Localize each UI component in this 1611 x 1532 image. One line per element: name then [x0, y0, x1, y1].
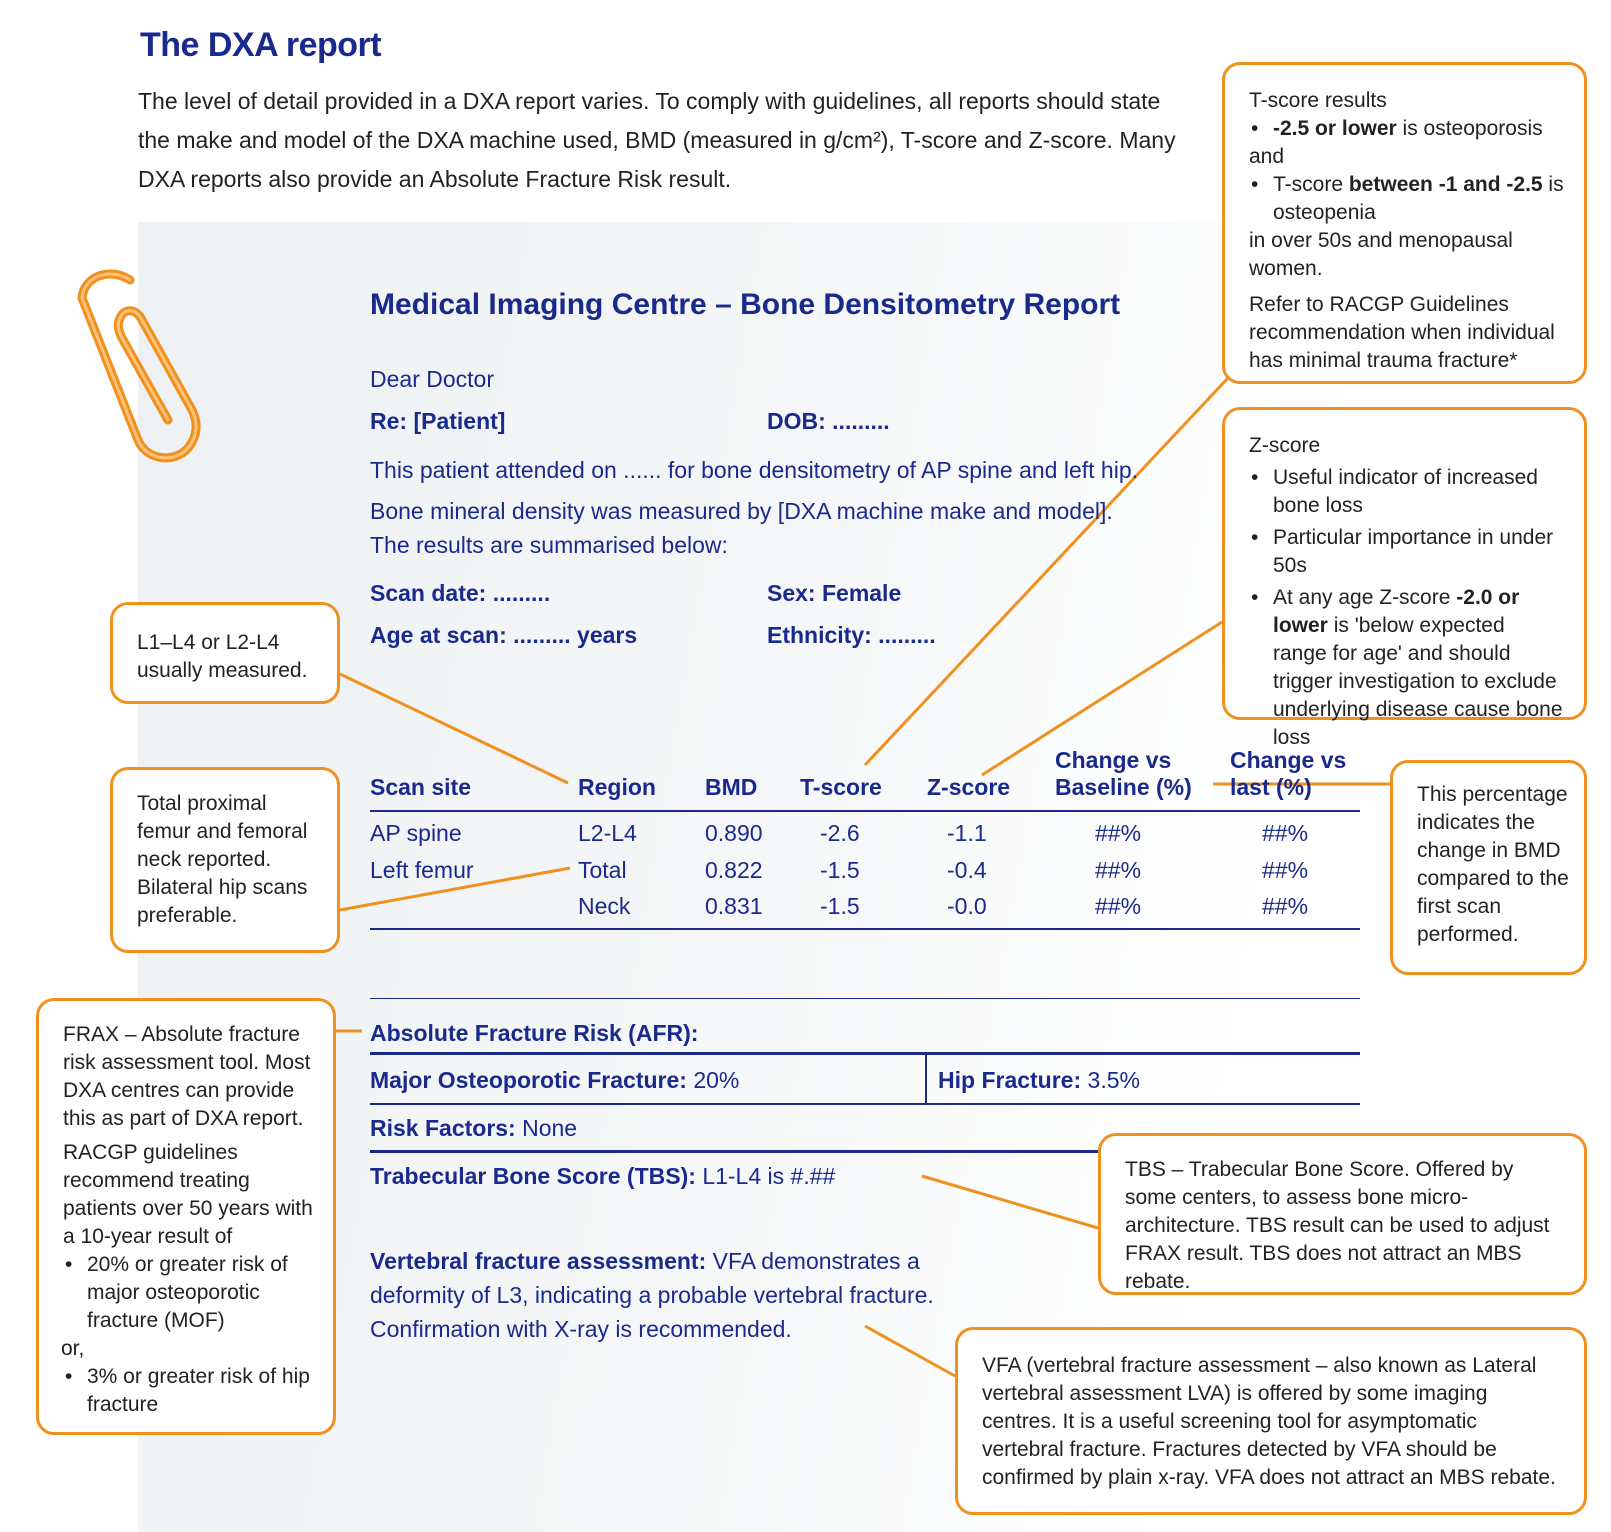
l1l4-text: L1–L4 or L2-L4 usually measured. — [137, 631, 308, 682]
tscore-bullet-1-bold: -2.5 or lower — [1273, 117, 1397, 140]
salutation: Dear Doctor — [370, 366, 494, 392]
summary-text: The results are summarised below: — [370, 532, 728, 558]
tbs-row — [370, 1163, 835, 1190]
vfa-callout-text: VFA (vertebral fracture assessment – also known as Lateral vertebral assessment LVA) is offered by some imaging centres. It is a useful screening tool for asymptomatic vertebral fracture. Fractures detected by VFA should be confirmed by plain x-ray. VFA does not attract an MBS rebate. — [982, 1354, 1556, 1489]
frax-or: or, — [61, 1337, 85, 1360]
femur-text: Total proximal femur and femoral neck reported. Bilateral hip scans preferable. — [137, 792, 308, 927]
vfa-text-1: VFA demonstrates a — [712, 1248, 920, 1274]
table-cell: -0.0 — [947, 893, 987, 919]
th-tscore: T-score — [800, 774, 882, 800]
dob: DOB: ......... — [767, 408, 890, 434]
tbs-value: L1-L4 is #.## — [702, 1163, 836, 1189]
zscore-bullet-3-text: is 'below expected range for age' and should trigger investigation to exclude underlying disease cause bone loss — [1273, 614, 1563, 749]
mof-row — [370, 1067, 739, 1094]
table-cell: -1.1 — [947, 820, 987, 846]
table-cell: ##% — [1262, 820, 1309, 846]
tscore-heading: T-score results — [1249, 89, 1387, 112]
tscore-bullet-2-text: is osteopenia — [1273, 173, 1564, 224]
hip-row — [938, 1067, 1140, 1094]
tscore-tail: in over 50s and menopausal women. — [1249, 229, 1513, 280]
attended-text: This patient attended on ...... for bone densitometry of AP spine and left hip. — [370, 457, 1139, 483]
mof-label: Major Osteoporotic Fracture: — [370, 1067, 687, 1093]
table-cell: -1.5 — [820, 893, 860, 919]
zscore-bullet-3-bold: -2.0 or lower — [1273, 586, 1520, 637]
table-cell: Total — [578, 857, 627, 883]
zscore-heading: Z-score — [1249, 434, 1321, 457]
vfa-text-2: deformity of L3, indicating a probable vertebral fracture. — [370, 1282, 934, 1308]
frax-intro: FRAX – Absolute fracture risk assessment tool. Most DXA centres can provide this as part of DXA report. — [63, 1023, 311, 1130]
risk-rule — [370, 1150, 1100, 1153]
tscore-bullet-2-bold: between -1 and -2.5 — [1348, 173, 1543, 196]
vfa-text-3: Confirmation with X-ray is recommended. — [370, 1316, 792, 1342]
afr-top-rule — [370, 998, 1360, 999]
frax-guideline: RACGP guidelines recommend treating patients over 50 years with a 10-year result of — [63, 1141, 313, 1248]
th-scan-site: Scan site — [370, 774, 471, 800]
sex: Sex: Female — [767, 580, 902, 606]
report-title: Medical Imaging Centre – Bone Densitometry Report — [370, 288, 1121, 321]
table-cell: AP spine — [370, 820, 462, 846]
table-bottom-rule — [370, 928, 1360, 930]
table-cell: L2-L4 — [578, 820, 637, 846]
risk-label: Risk Factors: — [370, 1115, 516, 1141]
tbs-label: Trabecular Bone Score (TBS): — [370, 1163, 696, 1189]
table-cell: ##% — [1095, 893, 1142, 919]
l1l4-callout — [110, 602, 340, 704]
th-zscore: Z-score — [927, 774, 1011, 800]
afr-divider — [925, 1055, 927, 1105]
tscore-callout — [1222, 62, 1587, 384]
ethnicity: Ethnicity: ......... — [767, 622, 936, 648]
page-title: The DXA report — [140, 26, 382, 64]
table-cell: -2.6 — [820, 820, 860, 846]
percentage-text: This percentage indicates the change in BMD compared to the first scan performed. — [1417, 783, 1569, 946]
vfa-paragraph — [370, 1244, 1050, 1346]
frax-bullet-hip: • 3% or greater risk of hip fracture — [63, 1363, 319, 1419]
hip-label: Hip Fracture: — [938, 1067, 1082, 1093]
scan-date: Scan date: ......... — [370, 580, 551, 606]
table-cell: -1.5 — [820, 857, 860, 883]
table-header-rule — [370, 810, 1360, 812]
zscore-bullet-1: • Useful indicator of increased bone loss — [1249, 464, 1564, 520]
tscore-bullet-2-pre: T-score — [1273, 173, 1344, 196]
frax-callout — [36, 998, 336, 1435]
patient-re: Re: [Patient] — [370, 408, 506, 434]
afr-heading: Absolute Fracture Risk (AFR): — [370, 1020, 699, 1046]
mof-value: 20% — [693, 1067, 740, 1093]
femur-callout — [110, 767, 340, 953]
th-change-baseline: Change vs Baseline (%) — [1055, 747, 1192, 800]
frax-bullet-mof: • 20% or greater risk of major osteoporotic fracture (MOF) — [63, 1251, 319, 1335]
tscore-bullet-2 — [1249, 171, 1564, 227]
risk-value: None — [522, 1115, 578, 1141]
th-bmd: BMD — [705, 774, 758, 800]
age-at-scan: Age at scan: ......... years — [370, 622, 638, 648]
vfa-label: Vertebral fracture assessment: — [370, 1248, 707, 1274]
afr-mid-rule — [370, 1103, 1360, 1105]
table-cell: -0.4 — [947, 857, 987, 883]
tscore-bullet-1 — [1249, 115, 1564, 143]
table-cell: ##% — [1262, 857, 1309, 883]
table-cell: ##% — [1095, 857, 1142, 883]
zscore-bullet-3 — [1249, 584, 1564, 752]
risk-row — [370, 1115, 577, 1142]
tscore-and: and — [1249, 145, 1285, 168]
tbs-text: TBS – Trabecular Bone Score. Offered by some centers, to assess bone micro-architecture. TBS result can be used to adjust FRAX result. TBS does not attract an MBS rebate. — [1125, 1158, 1550, 1293]
tscore-bullet-1-text: is osteoporosis — [1402, 117, 1543, 140]
zscore-bullet-3-pre: At any age Z-score — [1273, 586, 1451, 609]
percentage-callout — [1390, 760, 1587, 975]
table-cell: Neck — [578, 893, 631, 919]
table-cell: 0.831 — [705, 893, 763, 919]
afr-rule — [370, 1052, 1360, 1055]
vfa-callout — [955, 1327, 1587, 1515]
zscore-callout — [1222, 407, 1587, 749]
tscore-refer: Refer to RACGP Guidelines recommendation when individual has minimal trauma fracture* — [1249, 293, 1555, 372]
table-cell: Left femur — [370, 857, 474, 883]
tbs-callout — [1098, 1133, 1587, 1295]
zscore-bullet-2: • Particular importance in under 50s — [1249, 524, 1564, 580]
measured-text: Bone mineral density was measured by [DXA machine make and model]. — [370, 498, 1113, 524]
th-region: Region — [578, 774, 656, 800]
th-change-last: Change vs last (%) — [1230, 747, 1347, 800]
table-cell: ##% — [1262, 893, 1309, 919]
table-cell: 0.890 — [705, 820, 763, 846]
table-cell: 0.822 — [705, 857, 763, 883]
hip-value: 3.5% — [1087, 1067, 1140, 1093]
table-cell: ##% — [1095, 820, 1142, 846]
intro-paragraph: The level of detail provided in a DXA report varies. To comply with guidelines, all reports should state the make and model of the DXA machine used, BMD (measured in g/cm²), T-score and Z-score. Many DXA reports also provide an Absolute Fracture Risk result. — [138, 88, 1176, 192]
